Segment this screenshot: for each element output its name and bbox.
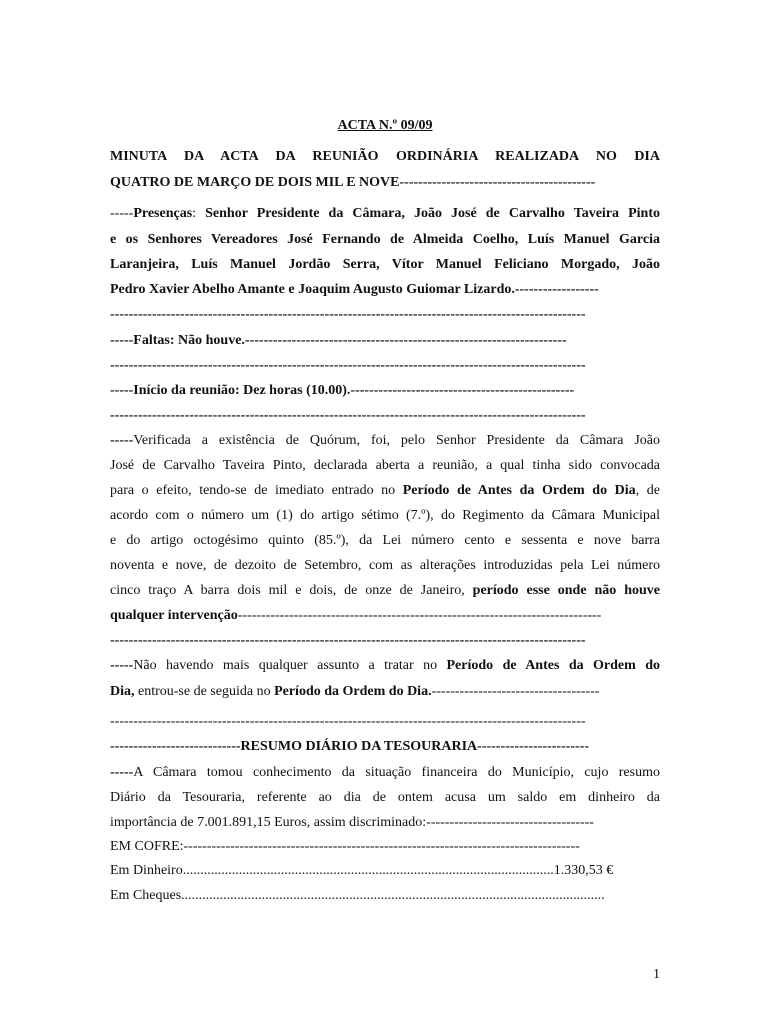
text-run: ------------------------------------ bbox=[431, 684, 600, 699]
text-run: Verificada a existência de Quórum, foi, pelo Senhor Presidente da Câmara João bbox=[133, 433, 660, 448]
document-line bbox=[110, 457, 660, 475]
document-title bbox=[110, 117, 660, 135]
text-run: Em Dinheiro..........................................................................................................1.330,53 € bbox=[110, 863, 614, 878]
document-title-text: ACTA N.º 09/09 bbox=[337, 118, 433, 133]
text-run: ------------------------------------------------------------------------------------------------------ bbox=[110, 307, 586, 322]
document-line bbox=[110, 507, 660, 525]
text-run: cinco traço A barra dois mil e dois, de onze de Janeiro, bbox=[110, 583, 473, 598]
document-line bbox=[110, 407, 660, 425]
text-run: Não havendo mais qualquer assunto a tratar no bbox=[133, 658, 447, 673]
document-line bbox=[110, 738, 660, 756]
document-line bbox=[110, 256, 660, 274]
text-run: ------------------------------------------------------------------------------------------------------ bbox=[110, 633, 586, 648]
text-run: Período de Antes da Ordem do Dia bbox=[402, 483, 636, 498]
text-run: ----- bbox=[110, 765, 134, 780]
text-run: Em Cheques......................................................................................................................... bbox=[110, 888, 605, 903]
text-run: -----Faltas: Não houve.--------------------------------------------------------------------- bbox=[110, 333, 567, 348]
text-run: entrou-se de seguida no bbox=[134, 684, 275, 699]
page-number: 1 bbox=[653, 967, 660, 982]
text-run: importância de 7.001.891,15 Euros, assim discriminado:------------------------------------ bbox=[110, 815, 594, 830]
document-line bbox=[110, 231, 660, 249]
document-line bbox=[110, 281, 660, 299]
text-run: MINUTA DA ACTA DA REUNIÃO ORDINÁRIA REALIZADA NO DIA bbox=[110, 149, 660, 164]
text-run: Diário da Tesouraria, referente ao dia de ontem acusa um saldo em dinheiro da bbox=[110, 790, 660, 805]
text-run: Laranjeira, Luís Manuel Jordão Serra, Vítor Manuel Feliciano Morgado, João bbox=[110, 257, 660, 272]
text-run: período esse onde não houve bbox=[472, 583, 660, 598]
document-line bbox=[110, 148, 660, 166]
document-line bbox=[110, 632, 660, 650]
text-run: Pedro Xavier Abelho Amante e Joaquim Augusto Guiomar Lizardo.------------------ bbox=[110, 282, 599, 297]
text-run: para o efeito, tendo-se de imediato entrado no bbox=[110, 483, 403, 498]
document-line bbox=[110, 764, 660, 782]
document-line bbox=[110, 332, 660, 350]
text-run: noventa e nove, de dezoito de Setembro, com as alterações introduzidas pela Lei número bbox=[110, 558, 660, 573]
text-run: : bbox=[192, 206, 206, 221]
document-line bbox=[110, 306, 660, 324]
text-run: ----------------------------RESUMO DIÁRIO DA TESOURARIA------------------------ bbox=[110, 739, 590, 754]
document-line bbox=[110, 814, 660, 832]
document-line bbox=[110, 657, 660, 675]
text-run: , de bbox=[635, 483, 660, 498]
document-line bbox=[110, 713, 660, 731]
text-run: Período da Ordem do Dia. bbox=[274, 684, 432, 699]
text-run: Senhor Presidente da Câmara, João José de Carvalho Taveira Pinto bbox=[205, 206, 660, 221]
text-run: QUATRO DE MARÇO DE DOIS MIL E NOVE------------------------------------------ bbox=[110, 175, 596, 190]
text-run: José de Carvalho Taveira Pinto, declarada aberta a reunião, a qual tinha sido convocada bbox=[110, 458, 660, 473]
document-line bbox=[110, 683, 660, 701]
document-line bbox=[110, 557, 660, 575]
document-line bbox=[110, 887, 660, 905]
text-run: e do artigo octogésimo quinto (85.º), da Lei número cento e sessenta e nove barra bbox=[110, 533, 660, 548]
text-run: e os Senhores Vereadores José Fernando de Almeida Coelho, Luís Manuel Garcia bbox=[110, 232, 660, 247]
document-line bbox=[110, 432, 660, 450]
document-line bbox=[110, 862, 660, 880]
text-run: ------------------------------------------------------------------------------ bbox=[237, 608, 602, 623]
text-run: -----Início da reunião: Dez horas (10.00).------------------------------------------------ bbox=[110, 383, 575, 398]
text-run: ----- bbox=[110, 206, 134, 221]
text-run: ----- bbox=[110, 433, 134, 448]
document-line bbox=[110, 789, 660, 807]
text-run: ------------------------------------------------------------------------------------------------------ bbox=[110, 408, 586, 423]
document-line bbox=[110, 357, 660, 375]
text-run: A Câmara tomou conhecimento da situação financeira do Município, cujo resumo bbox=[133, 765, 660, 780]
document-line bbox=[110, 174, 660, 192]
document-line bbox=[110, 382, 660, 400]
text-run: Presenças bbox=[133, 206, 193, 221]
text-run: qualquer intervenção bbox=[110, 608, 238, 623]
text-run: Período de Antes da Ordem do bbox=[446, 658, 660, 673]
document-line bbox=[110, 607, 660, 625]
text-run: Dia, bbox=[110, 684, 135, 699]
text-run: EM COFRE:------------------------------------------------------------------------------------- bbox=[110, 839, 580, 854]
text-run: acordo com o número um (1) do artigo sétimo (7.º), do Regimento da Câmara Municipal bbox=[110, 508, 660, 523]
text-run: ----- bbox=[110, 658, 134, 673]
document-line bbox=[110, 838, 660, 856]
document-line bbox=[110, 482, 660, 500]
text-run: ------------------------------------------------------------------------------------------------------ bbox=[110, 714, 586, 729]
document-line bbox=[110, 532, 660, 550]
document-line bbox=[110, 205, 660, 223]
text-run: ------------------------------------------------------------------------------------------------------ bbox=[110, 358, 586, 373]
document-line bbox=[110, 582, 660, 600]
